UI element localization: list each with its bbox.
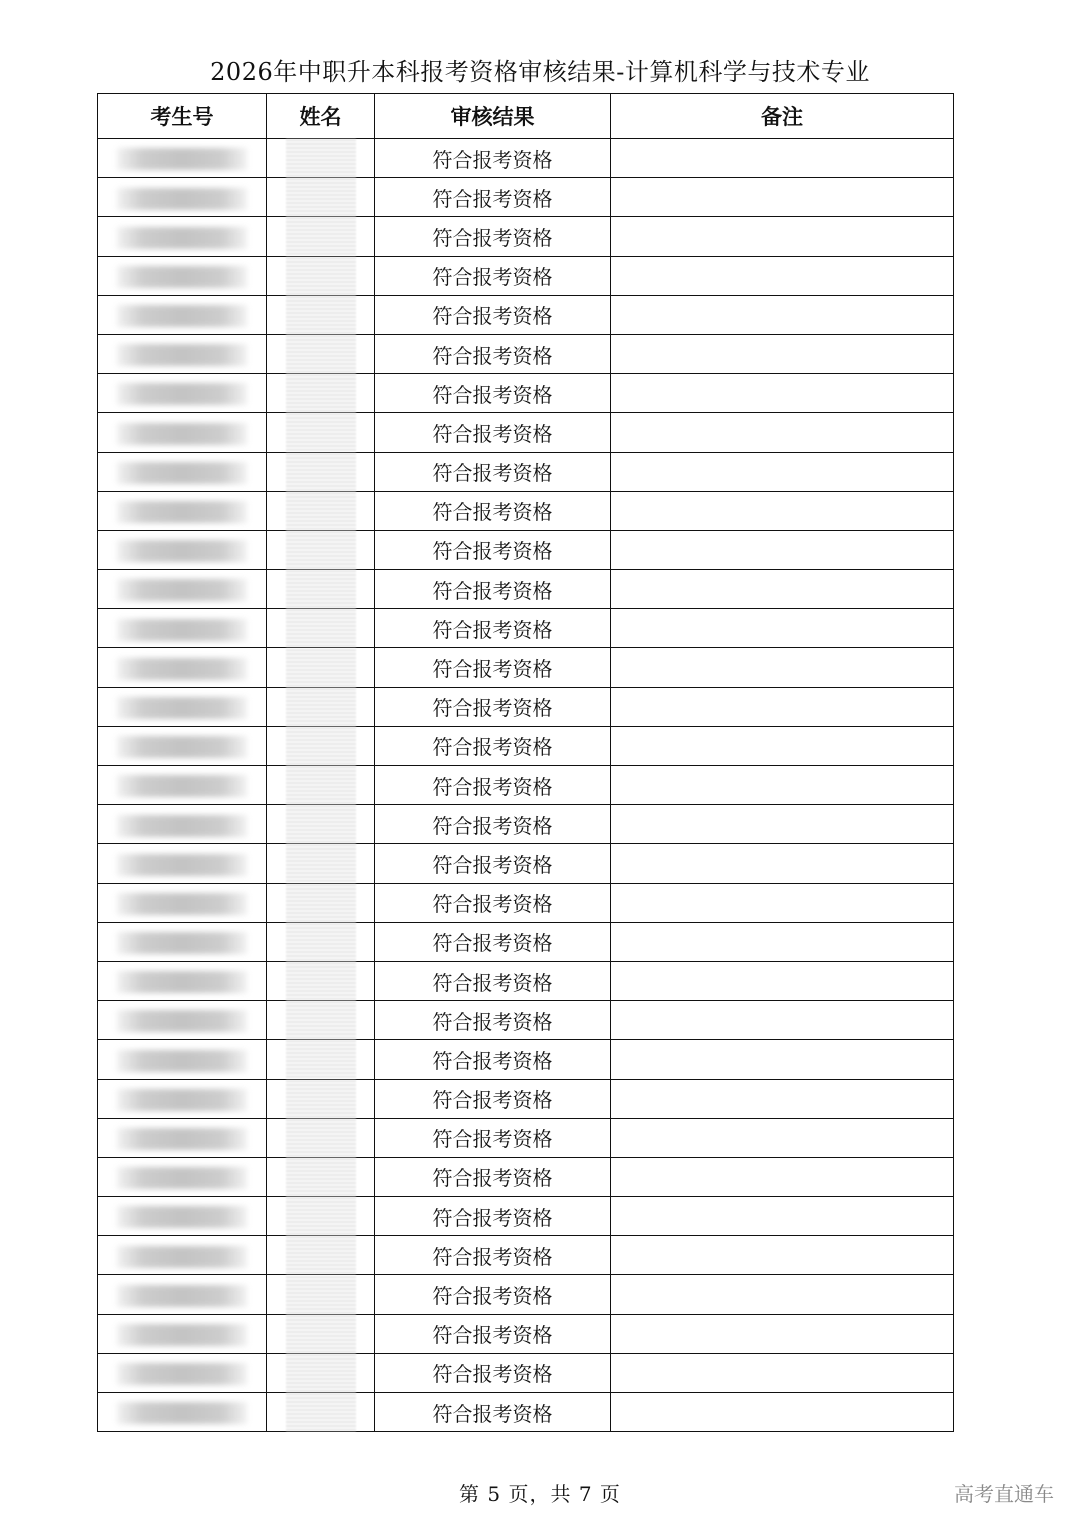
redacted-name <box>286 217 356 255</box>
redacted-name <box>286 962 356 1000</box>
redacted-exam-number <box>117 188 247 210</box>
table-row <box>98 530 954 569</box>
review-result-cell: 符合报考资格 <box>375 1314 611 1353</box>
table-row <box>98 1236 954 1275</box>
redacted-name <box>286 1393 356 1431</box>
redacted-name <box>286 766 356 804</box>
review-result-cell: 符合报考资格 <box>375 295 611 334</box>
remark-cell <box>611 1197 954 1236</box>
remark-cell <box>611 570 954 609</box>
redacted-exam-number <box>117 619 247 641</box>
exam-number-cell <box>98 1040 267 1079</box>
remark-cell <box>611 1079 954 1118</box>
results-table <box>97 93 954 1432</box>
redacted-name <box>286 884 356 922</box>
name-cell <box>267 766 375 805</box>
redacted-name <box>286 531 356 569</box>
review-result-cell: 符合报考资格 <box>375 256 611 295</box>
redacted-name <box>286 413 356 451</box>
redacted-exam-number <box>117 775 247 797</box>
redacted-exam-number <box>117 579 247 601</box>
redacted-exam-number <box>117 148 247 170</box>
exam-number-cell <box>98 609 267 648</box>
exam-number-cell <box>98 648 267 687</box>
table-row <box>98 334 954 373</box>
table-row <box>98 922 954 961</box>
name-cell <box>267 1393 375 1432</box>
remark-cell <box>611 217 954 256</box>
name-cell <box>267 570 375 609</box>
exam-number-cell <box>98 295 267 334</box>
name-cell <box>267 374 375 413</box>
exam-number-cell <box>98 1236 267 1275</box>
redacted-name <box>286 570 356 608</box>
redacted-name <box>286 1001 356 1039</box>
table-row <box>98 687 954 726</box>
table-row <box>98 961 954 1000</box>
review-result-cell: 符合报考资格 <box>375 1393 611 1432</box>
exam-number-cell <box>98 256 267 295</box>
redacted-name <box>286 1354 356 1392</box>
table-row <box>98 256 954 295</box>
remark-cell <box>611 1040 954 1079</box>
review-result-cell: 符合报考资格 <box>375 1079 611 1118</box>
exam-number-cell <box>98 687 267 726</box>
remark-cell <box>611 1353 954 1392</box>
remark-cell <box>611 961 954 1000</box>
table-row <box>98 609 954 648</box>
redacted-name <box>286 1197 356 1235</box>
redacted-name <box>286 1158 356 1196</box>
redacted-exam-number <box>117 1050 247 1072</box>
review-result-cell: 符合报考资格 <box>375 570 611 609</box>
review-result-cell: 符合报考资格 <box>375 687 611 726</box>
remark-cell <box>611 1157 954 1196</box>
review-result-cell: 符合报考资格 <box>375 491 611 530</box>
redacted-name <box>286 296 356 334</box>
table-row <box>98 178 954 217</box>
redacted-name <box>286 139 356 177</box>
name-cell <box>267 883 375 922</box>
redacted-name <box>286 1315 356 1353</box>
table-row <box>98 766 954 805</box>
name-cell <box>267 805 375 844</box>
table-row <box>98 1079 954 1118</box>
remark-cell <box>611 766 954 805</box>
name-cell <box>267 452 375 491</box>
table-row <box>98 1275 954 1314</box>
review-result-cell: 符合报考资格 <box>375 961 611 1000</box>
review-result-cell: 符合报考资格 <box>375 1197 611 1236</box>
watermark: 高考直通车 <box>954 1482 1054 1506</box>
exam-number-cell <box>98 452 267 491</box>
redacted-exam-number <box>117 971 247 993</box>
table-row <box>98 1314 954 1353</box>
redacted-exam-number <box>117 697 247 719</box>
exam-number-cell <box>98 805 267 844</box>
remark-cell <box>611 1314 954 1353</box>
redacted-name <box>286 257 356 295</box>
exam-number-cell <box>98 413 267 452</box>
review-result-cell: 符合报考资格 <box>375 883 611 922</box>
table-row <box>98 1393 954 1432</box>
redacted-exam-number <box>117 1324 247 1346</box>
review-result-cell: 符合报考资格 <box>375 1040 611 1079</box>
exam-number-cell <box>98 334 267 373</box>
redacted-exam-number <box>117 1285 247 1307</box>
document-title: 2026年中职升本科报考资格审核结果-计算机科学与技术专业 <box>210 58 870 86</box>
redacted-exam-number <box>117 815 247 837</box>
exam-number-cell <box>98 1157 267 1196</box>
redacted-exam-number <box>117 383 247 405</box>
redacted-exam-number <box>117 1363 247 1385</box>
table-row <box>98 1157 954 1196</box>
redacted-name <box>286 1119 356 1157</box>
review-result-cell: 符合报考资格 <box>375 217 611 256</box>
review-result-cell: 符合报考资格 <box>375 1157 611 1196</box>
review-result-cell: 符合报考资格 <box>375 805 611 844</box>
name-cell <box>267 961 375 1000</box>
table-header-row <box>98 94 954 139</box>
remark-cell <box>611 256 954 295</box>
column-header-name: 姓名 <box>267 94 375 139</box>
redacted-exam-number <box>117 1089 247 1111</box>
exam-number-cell <box>98 766 267 805</box>
review-result-cell: 符合报考资格 <box>375 1118 611 1157</box>
table-row <box>98 295 954 334</box>
table-row <box>98 805 954 844</box>
remark-cell <box>611 687 954 726</box>
exam-number-cell <box>98 726 267 765</box>
column-header-review-result: 审核结果 <box>375 94 611 139</box>
table-row <box>98 217 954 256</box>
redacted-exam-number <box>117 462 247 484</box>
redacted-name <box>286 805 356 843</box>
exam-number-cell <box>98 1393 267 1432</box>
name-cell <box>267 1353 375 1392</box>
table-row <box>98 452 954 491</box>
redacted-name <box>286 178 356 216</box>
remark-cell <box>611 805 954 844</box>
remark-cell <box>611 922 954 961</box>
exam-number-cell <box>98 1314 267 1353</box>
redacted-exam-number <box>117 893 247 915</box>
name-cell <box>267 1001 375 1040</box>
table-row <box>98 1118 954 1157</box>
review-result-cell: 符合报考资格 <box>375 1353 611 1392</box>
review-result-cell: 符合报考资格 <box>375 1001 611 1040</box>
redacted-name <box>286 923 356 961</box>
redacted-exam-number <box>117 1246 247 1268</box>
exam-number-cell <box>98 530 267 569</box>
page-footer: 第 5 页，共 7 页 <box>459 1482 621 1506</box>
review-result-cell: 符合报考资格 <box>375 766 611 805</box>
remark-cell <box>611 1393 954 1432</box>
table-row <box>98 570 954 609</box>
name-cell <box>267 922 375 961</box>
exam-number-cell <box>98 217 267 256</box>
redacted-exam-number <box>117 854 247 876</box>
name-cell <box>267 256 375 295</box>
remark-cell <box>611 648 954 687</box>
exam-number-cell <box>98 1275 267 1314</box>
remark-cell <box>611 491 954 530</box>
exam-number-cell <box>98 570 267 609</box>
table-row <box>98 413 954 452</box>
redacted-name <box>286 492 356 530</box>
exam-number-cell <box>98 922 267 961</box>
review-result-cell: 符合报考资格 <box>375 726 611 765</box>
column-header-remark: 备注 <box>611 94 954 139</box>
table-row <box>98 883 954 922</box>
review-result-cell: 符合报考资格 <box>375 648 611 687</box>
redacted-exam-number <box>117 658 247 680</box>
redacted-exam-number <box>117 501 247 523</box>
table-row <box>98 844 954 883</box>
name-cell <box>267 687 375 726</box>
redacted-name <box>286 609 356 647</box>
redacted-exam-number <box>117 932 247 954</box>
exam-number-cell <box>98 139 267 178</box>
redacted-exam-number <box>117 1402 247 1424</box>
table-row <box>98 1040 954 1079</box>
name-cell <box>267 844 375 883</box>
review-result-cell: 符合报考资格 <box>375 374 611 413</box>
review-result-cell: 符合报考资格 <box>375 1275 611 1314</box>
table-row <box>98 1353 954 1392</box>
name-cell <box>267 726 375 765</box>
review-result-cell: 符合报考资格 <box>375 844 611 883</box>
name-cell <box>267 178 375 217</box>
exam-number-cell <box>98 374 267 413</box>
table-row <box>98 491 954 530</box>
name-cell <box>267 295 375 334</box>
name-cell <box>267 1118 375 1157</box>
redacted-name <box>286 1040 356 1078</box>
redacted-exam-number <box>117 344 247 366</box>
redacted-name <box>286 453 356 491</box>
remark-cell <box>611 413 954 452</box>
redacted-name <box>286 1236 356 1274</box>
remark-cell <box>611 1236 954 1275</box>
table-row <box>98 374 954 413</box>
remark-cell <box>611 452 954 491</box>
review-result-cell: 符合报考资格 <box>375 1236 611 1275</box>
review-result-cell: 符合报考资格 <box>375 452 611 491</box>
redacted-exam-number <box>117 1167 247 1189</box>
review-result-cell: 符合报考资格 <box>375 178 611 217</box>
redacted-exam-number <box>117 736 247 758</box>
remark-cell <box>611 1275 954 1314</box>
name-cell <box>267 1314 375 1353</box>
table-row <box>98 1001 954 1040</box>
name-cell <box>267 1197 375 1236</box>
name-cell <box>267 491 375 530</box>
name-cell <box>267 217 375 256</box>
remark-cell <box>611 844 954 883</box>
remark-cell <box>611 530 954 569</box>
remark-cell <box>611 374 954 413</box>
remark-cell <box>611 609 954 648</box>
table-row <box>98 139 954 178</box>
name-cell <box>267 1236 375 1275</box>
column-header-exam-number: 考生号 <box>98 94 267 139</box>
table-row <box>98 726 954 765</box>
exam-number-cell <box>98 961 267 1000</box>
exam-number-cell <box>98 1118 267 1157</box>
redacted-exam-number <box>117 540 247 562</box>
name-cell <box>267 1040 375 1079</box>
exam-number-cell <box>98 883 267 922</box>
redacted-name <box>286 1276 356 1314</box>
redacted-exam-number <box>117 1010 247 1032</box>
remark-cell <box>611 883 954 922</box>
redacted-exam-number <box>117 266 247 288</box>
exam-number-cell <box>98 491 267 530</box>
redacted-exam-number <box>117 227 247 249</box>
remark-cell <box>611 139 954 178</box>
redacted-name <box>286 688 356 726</box>
name-cell <box>267 334 375 373</box>
table-body <box>98 139 954 1432</box>
remark-cell <box>611 726 954 765</box>
redacted-name <box>286 649 356 687</box>
review-result-cell: 符合报考资格 <box>375 139 611 178</box>
redacted-name <box>286 844 356 882</box>
redacted-name <box>286 335 356 373</box>
exam-number-cell <box>98 1197 267 1236</box>
redacted-name <box>286 1080 356 1118</box>
review-result-cell: 符合报考资格 <box>375 530 611 569</box>
redacted-exam-number <box>117 305 247 327</box>
redacted-exam-number <box>117 1206 247 1228</box>
redacted-exam-number <box>117 1128 247 1150</box>
redacted-name <box>286 374 356 412</box>
remark-cell <box>611 1001 954 1040</box>
name-cell <box>267 609 375 648</box>
exam-number-cell <box>98 844 267 883</box>
name-cell <box>267 139 375 178</box>
review-result-cell: 符合报考资格 <box>375 413 611 452</box>
remark-cell <box>611 1118 954 1157</box>
name-cell <box>267 530 375 569</box>
table-row <box>98 1197 954 1236</box>
remark-cell <box>611 295 954 334</box>
review-result-cell: 符合报考资格 <box>375 922 611 961</box>
exam-number-cell <box>98 1353 267 1392</box>
redacted-name <box>286 727 356 765</box>
redacted-exam-number <box>117 423 247 445</box>
review-result-cell: 符合报考资格 <box>375 609 611 648</box>
table-row <box>98 648 954 687</box>
exam-number-cell <box>98 178 267 217</box>
remark-cell <box>611 178 954 217</box>
exam-number-cell <box>98 1001 267 1040</box>
review-result-cell: 符合报考资格 <box>375 334 611 373</box>
name-cell <box>267 1079 375 1118</box>
name-cell <box>267 413 375 452</box>
exam-number-cell <box>98 1079 267 1118</box>
name-cell <box>267 1157 375 1196</box>
name-cell <box>267 1275 375 1314</box>
name-cell <box>267 648 375 687</box>
remark-cell <box>611 334 954 373</box>
